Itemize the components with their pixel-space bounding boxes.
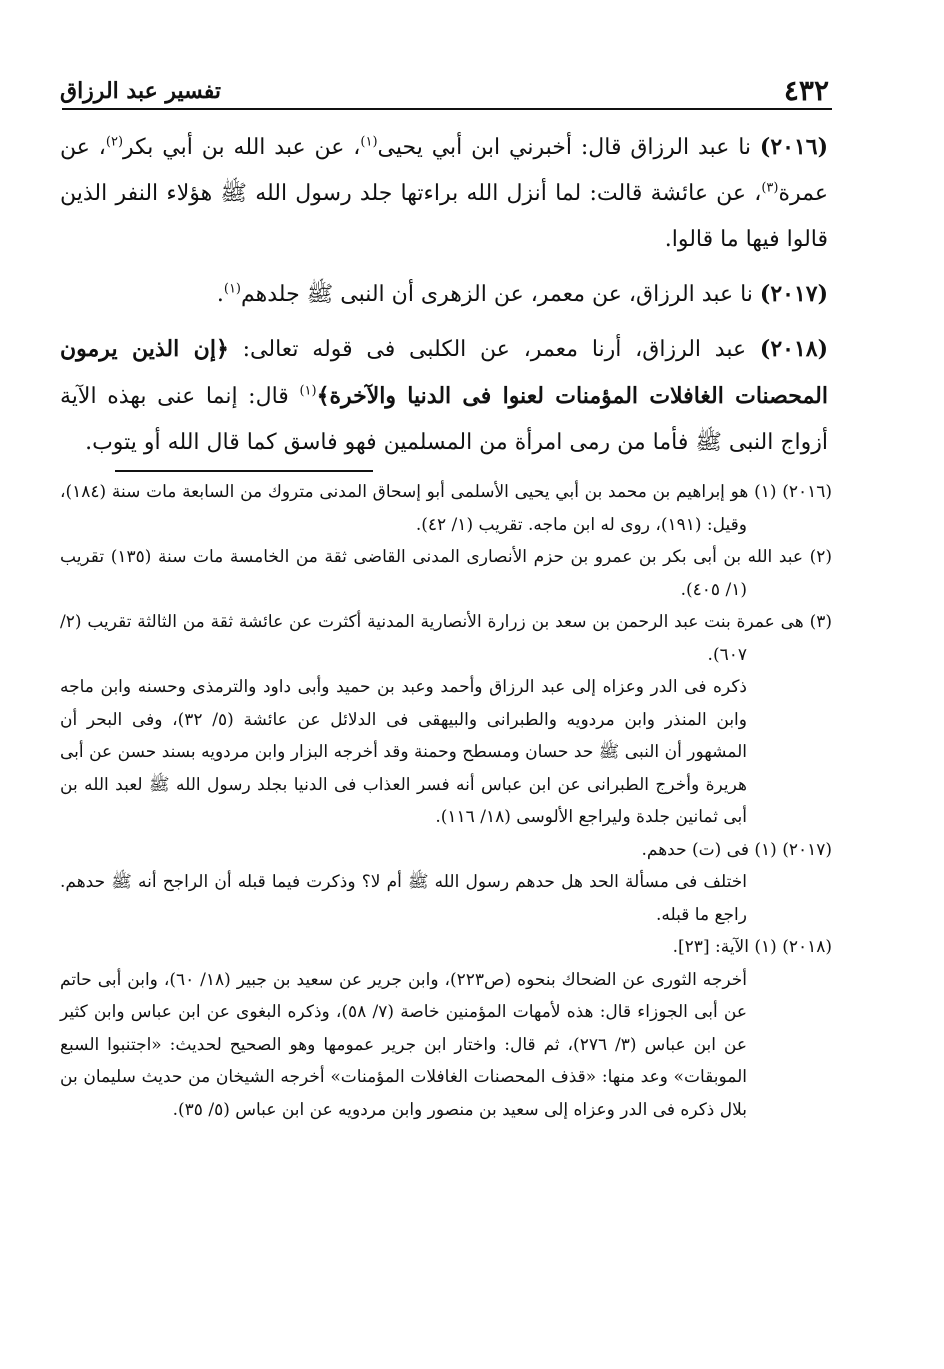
entry-text: ، عن عائشة قالت: لما أنزل الله براءتها جلد رسول الله ﷺ هؤلاء النفر الذين قالوا فيها ما قالوا. [60,181,828,252]
entry-2017 [60,271,828,318]
header-rule [62,108,832,110]
footnote-ref: (١) [360,134,378,150]
entry-2018 [60,326,828,466]
entry-number: (٢٠١٧) [759,281,828,307]
entry-2016 [60,124,828,263]
main-text [60,124,828,474]
entry-text: . [216,282,224,307]
page-number: ٤٣٢ [783,74,829,107]
footnote-ref: (٣) [761,180,779,196]
entry-text: قال: إنما عنى بهذه الآية أزواج النبى ﷺ فأما من رمى امرأة من المسلمين فهو فاسق كما قال الله أو يتوب. [60,384,828,455]
running-title: تفسير عبد الرزاق [60,78,222,104]
footnote-2016-2: (٢) عبد الله بن أبى بكر بن عمرو بن حزم الأنصارى المدنى القاضى ثقة من الخامسة مات سنة (١٣٥) تقريب (١/ ٤٠٥). [60,547,833,600]
footnote-2018-1: (٢٠١٨) (١) الآية: [٢٣]. [672,937,832,957]
footnote-ref: (٢) [105,134,124,150]
entry-number: (٢٠١٨) [759,336,828,362]
entry-number: (٢٠١٦) [759,134,829,160]
footnote-ref: (١) [223,281,241,297]
entry-text: ، عن عمرة [60,135,828,206]
footnote-2017-commentary: اختلف فى مسألة الحد هل حدهم رسول الله ﷺ أم لا؟ وذكرت فيما قبله أن الراجح أنه ﷺ حدهم. راجع ما قبله. [60,872,747,925]
entry-text: عبد الرزاق، أرنا معمر، عن الكلبى فى قوله تعالى: [228,337,760,362]
footnote-ref: (١) [299,383,317,399]
entry-text: نا عبد الرزاق، عن معمر، عن الزهرى أن النبى ﷺ جلدهم [241,282,760,307]
entry-text: ، عن عبد الله بن أبي بكر [123,135,361,160]
footnote-2016-1: (٢٠١٦) (١) هو إبراهيم بن محمد بن أبي يحيى الأسلمى أبو إسحاق المدنى متروك من السابعة مات سنة (١٨٤)، وقيل: (١٩١)، روى له ابن ماجه. تقريب (١/ ٤٢). [60,482,833,535]
quran-verse: ﴿إن الذين يرمون المحصنات الغافلات المؤمنات لعنوا فى الدنيا والآخرة﴾ [60,336,828,409]
footnote-2016-commentary: ذكره فى الدر وعزاه إلى عبد الرزاق وأحمد وعبد بن حميد وأبى داود والترمذى وحسنه وابن ماجه وابن المنذر وابن مردويه والطبرانى والبيهقى فى الدلائل عن عائشة (٥/ ٣٢)، وفى البحر أن المشهور أن النبى ﷺ حد حسان ومسطح وحمنة وقد أخرجه البزار وابن مردويه بسند حسن عن أبى هريرة وأخرج الطبرانى عن ابن عباس أنه فسر العذاب فى الدنيا بجلد رسول الله ﷺ لعبد الله بن أبى ثمانين جلدة وليراجع الألوسى (١٨/ ١١٦). [60,677,747,827]
page-header [60,72,829,112]
footnote-2017-1: (٢٠١٧) (١) فى (ت) حدهم. [641,839,832,860]
footnote-separator [115,470,373,472]
footnotes [60,476,832,1126]
entry-text: نا عبد الرزاق قال: أخبرني ابن أبي يحيى [377,135,760,160]
footnote-2018-commentary: أخرجه الثورى عن الضحاك بنحوه (ص٢٢٣)، وابن جرير عن سعيد بن جبير (١٨/ ٦٠)، وابن أبى حاتم عن أبى الجوزاء قال: هذه لأمهات المؤمنين خاصة (٧/ ٥٨)، وذكره البغوى عن ابن عباس وابن كثير عن ابن عباس (٣/ ٢٧٦)، ثم قال: واختار ابن جرير عمومها وهو الصحيح لحديث: «اجتنبوا السبع الموبقات» وعد منها: «قذف المحصنات الغافلات المؤمنات» أخرجه الشيخان من حديث سليمان بن بلال ذكره فى الدر وعزاه إلى سعيد بن منصور وابن مردويه عن ابن عباس (٥/ ٣٥). [60,969,748,1120]
footnote-2016-3: (٣) هى عمرة بنت عبد الرحمن بن سعد بن زرارة الأنصارية المدنية أكثرت عن عائشة ثقة من الثالثة تقريب (٢/ ٦٠٧). [60,612,832,665]
